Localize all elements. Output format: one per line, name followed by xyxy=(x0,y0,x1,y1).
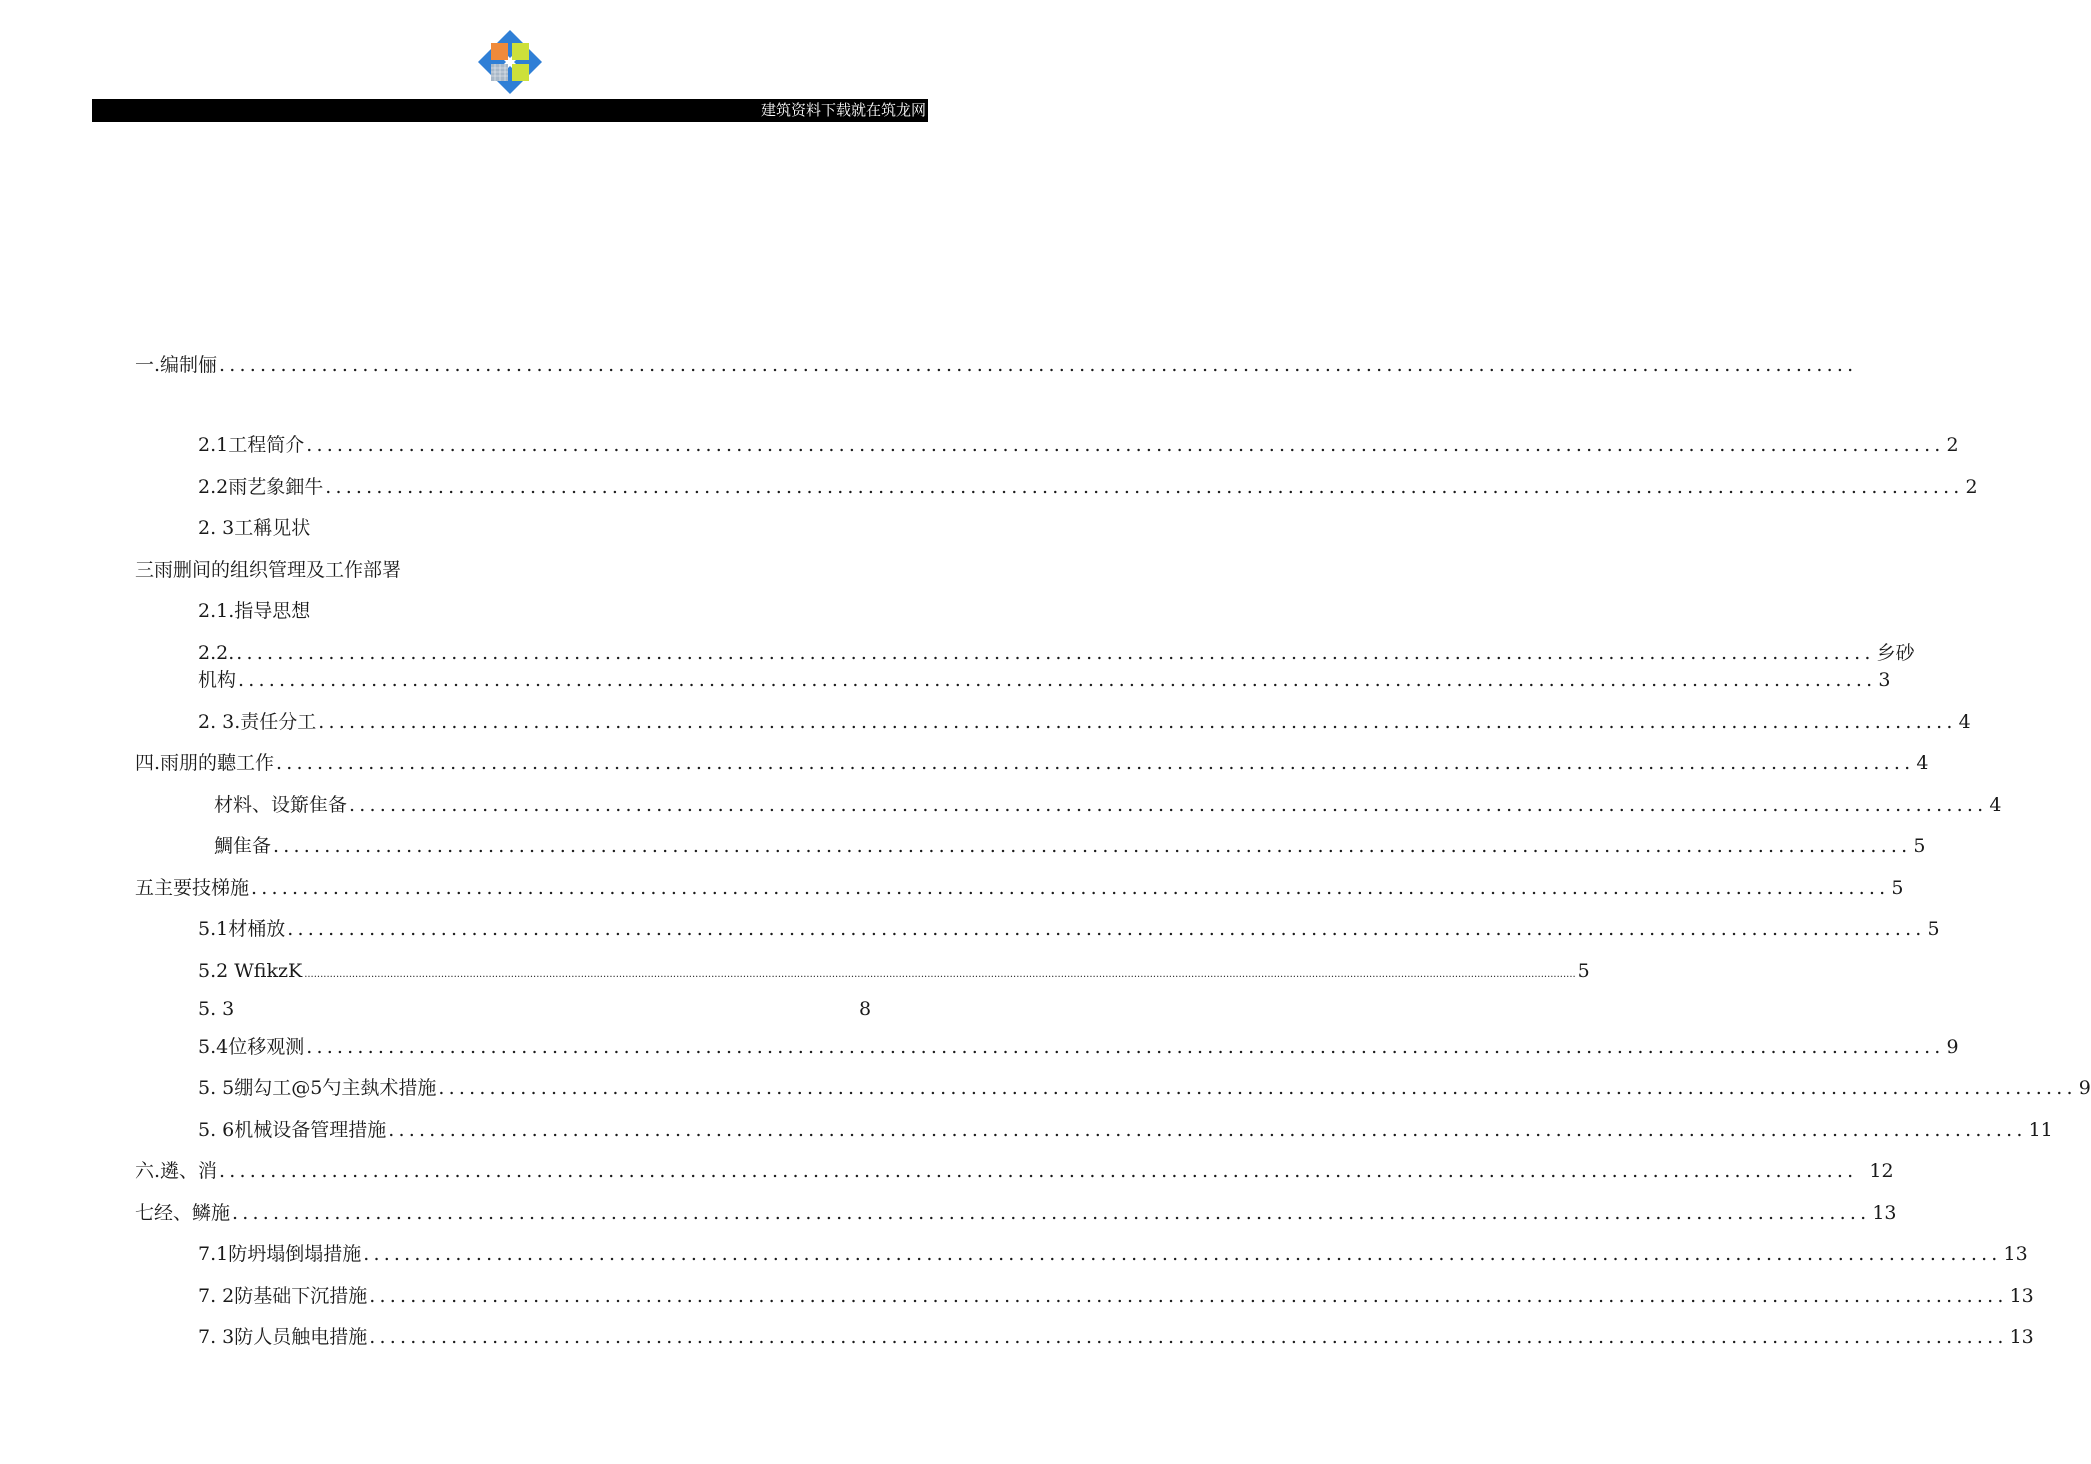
toc-page-number: 5 xyxy=(1577,960,1590,982)
toc-label: 七经、鳞施 xyxy=(135,1202,231,1224)
toc-page-number: 4 xyxy=(1989,794,2002,816)
toc-leader-dots: ................................................................................................................................................................ xyxy=(306,1036,1945,1058)
toc-label: 一.编制俪 xyxy=(135,354,218,376)
toc-heading: 三雨删间的组织管理及工作部署 xyxy=(135,559,402,581)
toc-entry xyxy=(198,432,1959,458)
toc-label: 5.4位移观测 xyxy=(198,1036,305,1058)
toc-page-number: 5 xyxy=(1891,877,1904,899)
toc-label: 7. 2防基础下沉措施 xyxy=(198,1285,368,1307)
header-text: 建筑资料下载就在筑龙网 xyxy=(760,101,926,119)
toc-leader-dots: ................................................................................................................................................................ xyxy=(273,835,1912,857)
toc-page-number: 2 xyxy=(1946,434,1959,456)
toc-entry xyxy=(135,1200,1897,1226)
toc-page-number: 5 xyxy=(1927,918,1940,940)
toc-label: 材料、设簛隹备 xyxy=(214,794,348,816)
toc-entry xyxy=(198,1241,2028,1267)
toc-leader-dots: ................................................................................................................................................................ xyxy=(219,1160,1858,1182)
header-bar xyxy=(92,99,928,122)
toc-leader-dots: ................................................................................................................................................................ xyxy=(369,1326,2008,1348)
toc-label: 5. 5绷勾工@5勺主埶术措施 xyxy=(198,1077,437,1099)
toc-entry xyxy=(198,958,1590,984)
toc-entry xyxy=(214,792,2002,818)
toc-entry xyxy=(214,833,1926,859)
toc-leader-dots: ................................................................................................................................................................ xyxy=(306,434,1945,456)
toc-page-number: 8 xyxy=(859,998,872,1020)
toc-label: 7. 3防人员触电措施 xyxy=(198,1326,368,1348)
toc-entry xyxy=(198,667,1891,693)
toc-label: 5.1材桶放 xyxy=(198,918,286,940)
toc-leader-dots: ................................................................................................................................................................ xyxy=(232,1202,1871,1224)
toc-label: 鯛隹备 xyxy=(214,835,272,857)
toc-entry xyxy=(135,875,1904,901)
toc-entry xyxy=(198,1117,2053,1143)
toc-leader-dots: ................................................................................................................................................................ xyxy=(438,1077,2077,1099)
toc-page-number: 乡砂 xyxy=(1876,642,1915,664)
toc-leader-dots: ................................................................................................................................................................ xyxy=(349,794,1988,816)
toc-entry xyxy=(198,1075,2091,1101)
toc-leader-dots: ................................................................................................................................................................ xyxy=(388,1119,2027,1141)
toc-page-number: 9 xyxy=(2078,1077,2091,1099)
toc-label: 2.2. xyxy=(198,642,235,664)
toc-leader-dots: ................................................................................................................................................................ xyxy=(219,354,1858,376)
toc-page-number: 4 xyxy=(1916,752,1929,774)
toc-entry xyxy=(135,1158,1894,1184)
toc-label: 5. 6机械设备管理措施 xyxy=(198,1119,387,1141)
toc-label: 2.1工程简介 xyxy=(198,434,305,456)
toc-leader-dots: ................................................................................................................................................................ xyxy=(369,1285,2008,1307)
toc-entry xyxy=(198,709,1971,735)
toc-page-number: 9 xyxy=(1946,1036,1959,1058)
toc-leader-dots: ................................................................................................................................................................ xyxy=(363,1243,2002,1265)
diamond-pinwheel-logo-icon xyxy=(476,28,544,96)
toc-entry xyxy=(135,352,1858,378)
toc-leader-dots: ................................................................................................................................................................ xyxy=(276,752,1915,774)
toc-page-number: 4 xyxy=(1958,711,1971,733)
toc-page-number: 13 xyxy=(2003,1243,2028,1265)
toc-leader-dots: ................................................................................................................................................................................................................................................................................................................................................................................................................ xyxy=(304,969,1576,980)
toc-leader-dots: ................................................................................................................................................................ xyxy=(325,476,1964,498)
toc-label: 2. 3.责任分工 xyxy=(198,711,317,733)
toc-entry xyxy=(135,750,1929,776)
toc-page-number: 13 xyxy=(2009,1285,2034,1307)
toc-page-number: 5 xyxy=(1913,835,1926,857)
toc-entry xyxy=(198,640,1915,666)
toc-label: 机构 xyxy=(198,669,237,691)
toc-page-number: 13 xyxy=(2009,1326,2034,1348)
toc-page-number: 13 xyxy=(1872,1202,1897,1224)
toc-entry xyxy=(198,1283,2034,1309)
toc-label: 四.雨朋的聽工作 xyxy=(135,752,275,774)
toc-leader-dots: ................................................................................................................................................................ xyxy=(236,642,1875,664)
toc-label: 7.1防坍塌倒塌措施 xyxy=(198,1243,362,1265)
toc-heading: 2.1.指导思想 xyxy=(198,600,311,622)
toc-leader-dots: ................................................................................................................................................................ xyxy=(318,711,1957,733)
toc-entry xyxy=(198,1324,2034,1350)
toc-page-number: 3 xyxy=(1878,669,1891,691)
toc-page-number: 11 xyxy=(2028,1119,2053,1141)
toc-label: 2.2雨艺象鈿牛 xyxy=(198,476,324,498)
toc-label: 五主要技梯施 xyxy=(135,877,250,899)
toc-page-number: 12 xyxy=(1869,1160,1894,1182)
toc-heading: 2. 3工稱见状 xyxy=(198,517,311,539)
toc-entry xyxy=(198,916,1940,942)
toc-leader-dots: ................................................................................................................................................................ xyxy=(287,918,1926,940)
toc-leader-dots: ................................................................................................................................................................ xyxy=(238,669,1877,691)
toc-page-number: 2 xyxy=(1965,476,1978,498)
toc-label: 5. 3 xyxy=(198,998,235,1020)
toc-entry xyxy=(198,474,1978,500)
toc-entry xyxy=(198,1034,1959,1060)
toc-leader-dots: ................................................................................................................................................................ xyxy=(251,877,1890,899)
toc-label: 5.2 WfikzK xyxy=(198,960,303,982)
toc-label: 六.遴、消 xyxy=(135,1160,218,1182)
